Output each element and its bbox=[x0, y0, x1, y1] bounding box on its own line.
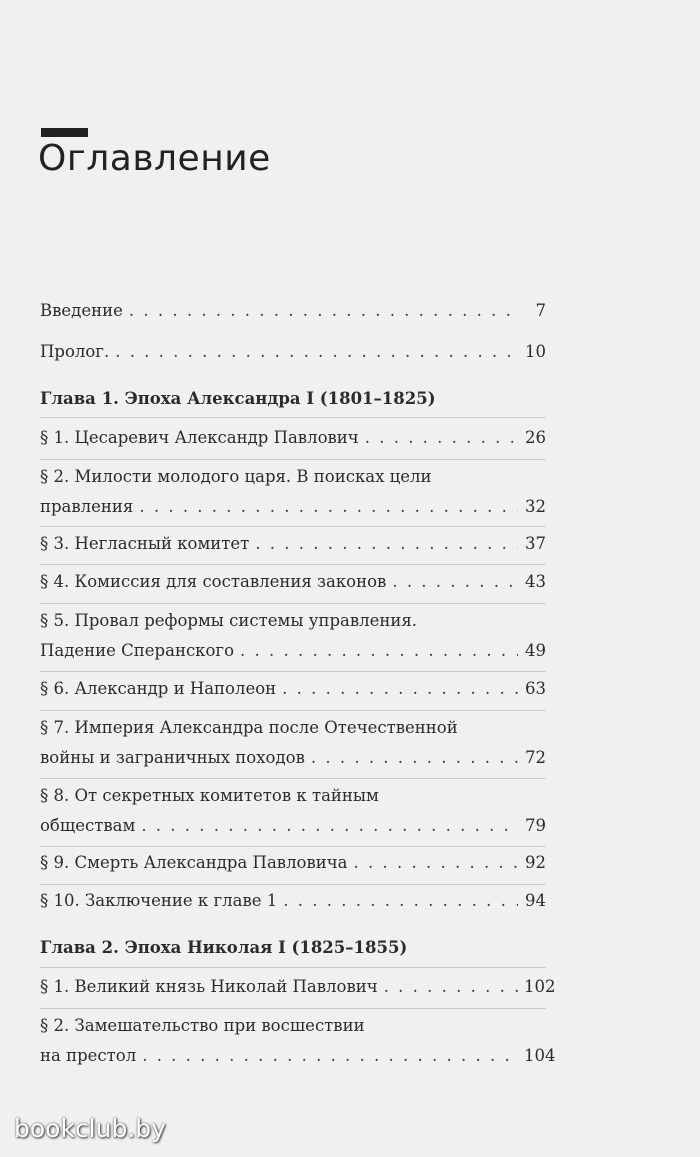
toc-page-number: 63 bbox=[525, 679, 546, 698]
toc-page-number: 94 bbox=[525, 891, 546, 910]
toc-entry-label: § 7. Империя Александра после Отечественной bbox=[40, 718, 458, 737]
chapter-2-heading[interactable]: Глава 2. Эпоха Николая I (1825–1855) bbox=[40, 938, 408, 957]
divider bbox=[40, 459, 546, 460]
toc-page-number: 104 bbox=[524, 1046, 556, 1065]
toc-entry-ch2-s2[interactable] bbox=[40, 1013, 556, 1069]
toc-entry-label: § 8. От секретных комитетов к тайным bbox=[40, 786, 379, 805]
toc-page-number: 102 bbox=[524, 977, 556, 996]
divider bbox=[40, 603, 546, 604]
toc-page-number: 32 bbox=[525, 497, 546, 516]
toc-entry-label: § 1. Цесаревич Александр Павлович bbox=[40, 428, 359, 447]
toc-page-number: 79 bbox=[525, 816, 546, 835]
toc-entry-ch1-s2[interactable] bbox=[40, 464, 546, 520]
watermark-logo: bookclub.by bbox=[14, 1114, 166, 1143]
chapter-1-heading[interactable]: Глава 1. Эпоха Александра I (1801–1825) bbox=[40, 389, 436, 408]
dot-leader bbox=[142, 1043, 518, 1069]
toc-entry-label: § 2. Милости молодого царя. В поисках цели bbox=[40, 467, 432, 486]
toc-entry-prologue[interactable] bbox=[40, 339, 546, 365]
toc-entry-label: § 5. Провал реформы системы управления. bbox=[40, 611, 418, 630]
toc-entry-ch1-s1[interactable] bbox=[40, 425, 546, 451]
toc-entry-label: § 10. Заключение к главе 1 bbox=[40, 891, 278, 910]
toc-entry-ch1-s5[interactable] bbox=[40, 608, 546, 664]
toc-entry-ch1-s9[interactable] bbox=[40, 850, 546, 876]
toc-entry-label: § 6. Александр и Наполеон bbox=[40, 679, 277, 698]
toc-entry-ch1-s8[interactable] bbox=[40, 783, 546, 839]
divider bbox=[40, 967, 546, 968]
dot-leader bbox=[139, 494, 518, 520]
dot-leader bbox=[283, 888, 518, 914]
divider bbox=[40, 778, 546, 779]
toc-entry-label-cont: обществам bbox=[40, 816, 136, 835]
toc-entry-ch1-s3[interactable] bbox=[40, 531, 546, 557]
toc-page-number: 7 bbox=[535, 301, 546, 320]
toc-entry-ch1-s7[interactable] bbox=[40, 715, 546, 771]
divider bbox=[40, 710, 546, 711]
divider bbox=[40, 526, 546, 527]
dot-leader bbox=[240, 638, 518, 664]
toc-page-number: 72 bbox=[525, 748, 546, 767]
divider bbox=[40, 846, 546, 847]
toc-entry-label: § 1. Великий князь Николай Павлович bbox=[40, 977, 378, 996]
dot-leader bbox=[129, 298, 518, 324]
toc-entry-label-cont: войны и заграничных походов bbox=[40, 748, 305, 767]
toc-entry-label: § 3. Негласный комитет bbox=[40, 534, 250, 553]
toc-entry-ch2-s1[interactable] bbox=[40, 974, 556, 1000]
toc-page-number: 92 bbox=[525, 853, 546, 872]
toc-entry-label: § 9. Смерть Александра Павловича bbox=[40, 853, 348, 872]
divider bbox=[40, 671, 546, 672]
dot-leader bbox=[311, 745, 518, 771]
toc-entry-ch1-s10[interactable] bbox=[40, 888, 546, 914]
dot-leader bbox=[354, 850, 518, 876]
toc-page-number: 10 bbox=[525, 342, 546, 361]
toc-page-number: 49 bbox=[525, 641, 546, 660]
dot-leader bbox=[255, 531, 518, 557]
divider bbox=[40, 1008, 546, 1009]
toc-entry-label-cont: на престол bbox=[40, 1046, 137, 1065]
page-title: Оглавление bbox=[38, 138, 271, 179]
title-decor-bar bbox=[41, 128, 88, 137]
toc-entry-label: Введение bbox=[40, 301, 123, 320]
toc-entry-label: § 4. Комиссия для составления законов bbox=[40, 572, 387, 591]
toc-entry-label-cont: Падение Сперанского bbox=[40, 641, 235, 660]
toc-entry-label: § 2. Замешательство при восшествии bbox=[40, 1016, 365, 1035]
toc-page-number: 26 bbox=[525, 428, 546, 447]
dot-leader bbox=[384, 974, 518, 1000]
divider bbox=[40, 564, 546, 565]
dot-leader bbox=[141, 813, 518, 839]
divider bbox=[40, 417, 546, 418]
dot-leader bbox=[115, 339, 518, 365]
toc-entry-ch1-s6[interactable] bbox=[40, 676, 546, 702]
divider bbox=[40, 884, 546, 885]
toc-entry-intro[interactable] bbox=[40, 298, 546, 324]
toc-page-number: 37 bbox=[525, 534, 546, 553]
dot-leader bbox=[282, 676, 518, 702]
toc-page-number: 43 bbox=[525, 572, 546, 591]
toc-entry-ch1-s4[interactable] bbox=[40, 569, 546, 595]
dot-leader bbox=[392, 569, 518, 595]
toc-entry-label-cont: правления bbox=[40, 497, 134, 516]
toc-entry-label: Пролог. bbox=[40, 342, 110, 361]
dot-leader bbox=[365, 425, 518, 451]
